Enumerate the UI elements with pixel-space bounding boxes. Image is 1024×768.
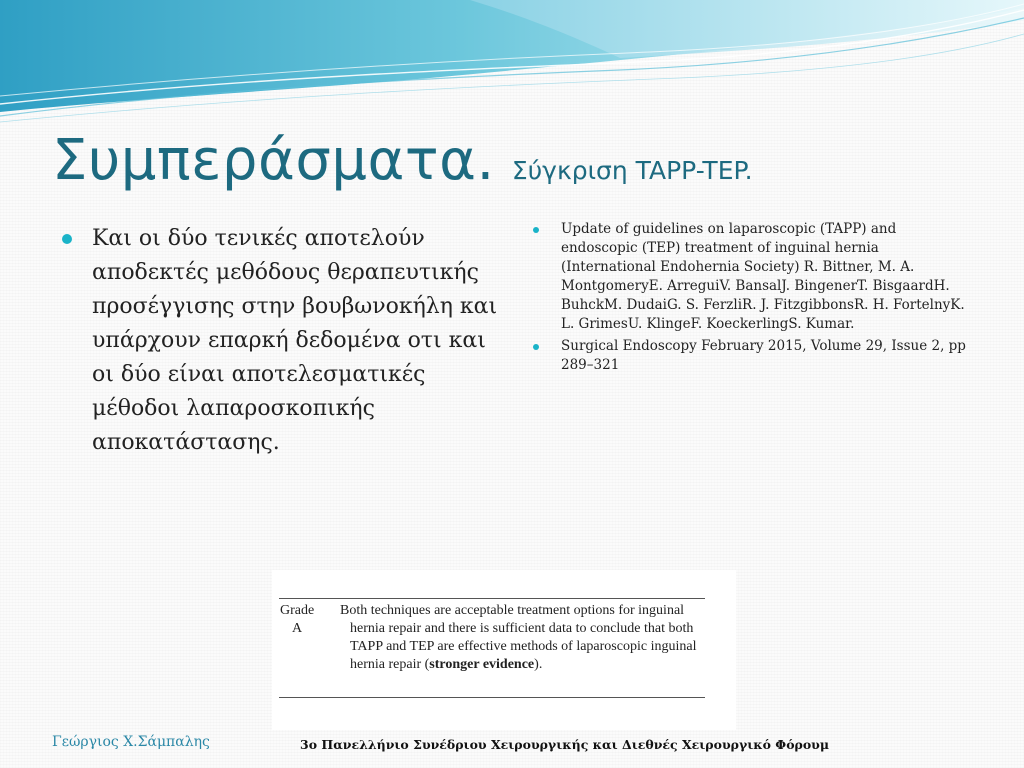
grade-label-text: Grade [280,603,315,618]
bullet-dot-icon [62,234,72,244]
slide-title: Συμπεράσματα. [52,128,495,193]
reference-text: Update of guidelines on laparoscopic (TAPP) and endoscopic (TEP) treatment of inguinal hernia (International Endohernia Society) R. Bittner, M. A. MontgomeryE. ArreguiV. BansalJ. BingenerT. BisgaardH. BuhckM. DudaiG. S. FerzliR. J. FitzgibbonsR. H. FortelnyK. L. GrimesU. KlingeF. KoeckerlingS. Kumar. [561,221,965,332]
grade-letter: A [292,621,303,636]
footer-author: Γεώργιος Χ.Σάμπαλης [52,734,210,750]
grade-statement-text: Both techniques are acceptable treatment options for inguinal hernia repair and there is sufficient data to conclude that both TAPP and TEP are effective methods of laparoscopic inguinal hernia repair ( [340,603,697,672]
references-column [532,220,972,378]
main-conclusion-text: Και οι δύο τενικές αποτελούν αποδεκτές μεθόδους θεραπευτικής προσέγγισης στην βουβωνοκήλη και υπάρχουν επαρκή δεδομένα οτι και οι δύο είναι αποτελεσματικές μέθοδοι λαπαροσκοπικής αποκατάστασης. [92,226,498,455]
reference-item [532,337,972,375]
reference-item [532,220,972,334]
left-column [60,222,500,460]
grade-emphasis: stronger evidence [429,657,535,672]
table-rule-bottom [279,697,705,698]
slide-title-block [52,128,753,193]
main-conclusion-bullet [60,222,500,460]
header-wave-decoration [0,0,1024,130]
reference-text: Surgical Endoscopy February 2015, Volume 29, Issue 2, pp 289–321 [561,338,966,373]
bullet-dot-icon [533,344,539,350]
grade-statement-end: ). [534,657,543,672]
footer-conference: 3ο Πανελλήνιο Συνέδριου Χειρουργικής και Διεθνές Χειρουργικό Φόρουμ [300,737,830,752]
guideline-excerpt-image [272,570,736,730]
table-rule-top [279,598,705,599]
grade-label [280,602,334,638]
slide-subtitle: Σύγκριση TAPP-TEP. [511,156,753,185]
bullet-dot-icon [533,227,539,233]
grade-statement [340,602,720,674]
